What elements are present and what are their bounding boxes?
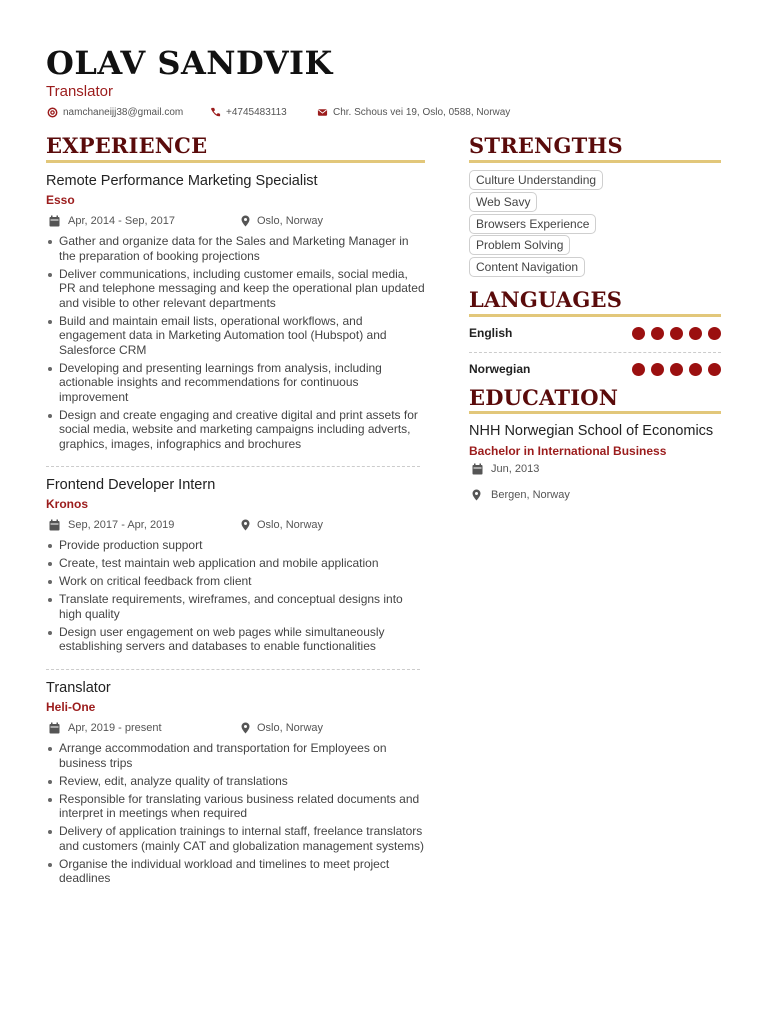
- contact-email[interactable]: [46, 106, 209, 118]
- job-meta: [46, 212, 426, 230]
- bullet-item: Design user engagement on web pages while simultaneously establishing servers and databases to enable functionalities: [46, 625, 426, 654]
- job-company: Kronos: [46, 497, 88, 511]
- job-title: Translator: [46, 680, 111, 696]
- job-dates: Apr, 2019 - present: [68, 722, 162, 734]
- job-title: Frontend Developer Intern: [46, 477, 216, 493]
- job-divider: [46, 466, 420, 467]
- language-row: [469, 362, 721, 376]
- bullet-item: Work on critical feedback from client: [46, 574, 426, 589]
- education-rule: [469, 411, 721, 414]
- education-location-row: [469, 489, 570, 501]
- strengths-rule: [469, 160, 721, 163]
- job-company: Heli-One: [46, 700, 96, 714]
- education-heading: EDUCATION: [469, 385, 619, 410]
- job-title: Remote Performance Marketing Specialist: [46, 173, 318, 189]
- address-text: Chr. Schous vei 19, Oslo, 0588, Norway: [333, 106, 511, 118]
- job-divider: [46, 669, 420, 670]
- language-level-dots: [626, 327, 721, 340]
- job-dates: Sep, 2017 - Apr, 2019: [68, 519, 175, 531]
- languages-heading: LANGUAGES: [469, 287, 623, 312]
- phone-text: +4745483113: [226, 106, 287, 118]
- job-meta: [46, 516, 426, 534]
- bullet-item: Organise the individual workload and timelines to meet project deadlines: [46, 857, 426, 886]
- location-pin-icon: [241, 215, 251, 227]
- calendar-icon: [49, 519, 61, 531]
- job-dates: Apr, 2014 - Sep, 2017: [68, 215, 176, 227]
- envelope-icon: [316, 106, 328, 118]
- language-level-dots: [626, 363, 721, 376]
- job-bullets: [46, 741, 426, 886]
- contact-address: [316, 106, 510, 118]
- phone-icon: [209, 106, 221, 118]
- strength-tag: Browsers Experience: [469, 214, 596, 234]
- email-text: namchaneijj38@gmail.com: [63, 106, 184, 118]
- level-dot: [670, 363, 683, 376]
- bullet-item: Delivery of application trainings to internal staff, freelance translators and customers (mainly CAT and globalization management systems): [46, 824, 426, 853]
- bullet-item: Review, edit, analyze quality of translations: [46, 774, 426, 789]
- strength-tag: Content Navigation: [469, 257, 585, 277]
- bullet-item: Create, test maintain web application and mobile application: [46, 556, 426, 571]
- bullet-item: Responsible for translating various business related documents and interpret in meetings when required: [46, 792, 426, 821]
- education-school: NHH Norwegian School of Economics: [469, 423, 714, 439]
- level-dot: [651, 327, 664, 340]
- contact-bar: [46, 106, 510, 118]
- contact-phone[interactable]: [209, 106, 316, 118]
- bullet-item: Arrange accommodation and transportation for Employees on business trips: [46, 741, 426, 770]
- level-dot: [689, 327, 702, 340]
- job-meta: [46, 719, 426, 737]
- level-dot: [689, 363, 702, 376]
- candidate-name: OLAV SANDVIK: [46, 44, 333, 82]
- languages-rule: [469, 314, 721, 317]
- location-pin-icon: [241, 722, 251, 734]
- job-entry: [46, 680, 426, 889]
- level-dot: [708, 327, 721, 340]
- job-bullets: [46, 234, 426, 451]
- language-name: Norwegian: [469, 362, 531, 376]
- job-location: Oslo, Norway: [257, 519, 324, 531]
- experience-heading: EXPERIENCE: [46, 133, 208, 158]
- level-dot: [632, 363, 645, 376]
- strength-tag: Culture Understanding: [469, 170, 603, 190]
- language-divider: [469, 352, 721, 353]
- bullet-item: Translate requirements, wireframes, and conceptual designs into high quality: [46, 592, 426, 621]
- bullet-item: Deliver communications, including customer emails, social media, PR and telephone messaging and keep the operational plan updated and visible to other relevant departments: [46, 267, 426, 311]
- location-pin-icon: [472, 489, 484, 501]
- language-name: English: [469, 326, 513, 340]
- level-dot: [670, 327, 683, 340]
- strength-tag: Problem Solving: [469, 235, 570, 255]
- strengths-tags: [469, 170, 721, 279]
- location-pin-icon: [241, 519, 251, 531]
- level-dot: [632, 327, 645, 340]
- job-entry: [46, 477, 426, 657]
- education-date: Jun, 2013: [491, 463, 540, 475]
- bullet-item: Design and create engaging and creative digital and print assets for social media, website and marketing campaigns including adverts, graphics, images, infographics and brochures: [46, 408, 426, 452]
- strength-tag: Web Savy: [469, 192, 537, 212]
- education-location: Bergen, Norway: [491, 489, 570, 501]
- job-company: Esso: [46, 193, 75, 207]
- candidate-role: Translator: [46, 83, 113, 100]
- bullet-item: Build and maintain email lists, operational workflows, and engagement data in Marketing Automation tool (Hubspot) and Salesforce CRM: [46, 314, 426, 358]
- job-location: Oslo, Norway: [257, 722, 324, 734]
- job-location: Oslo, Norway: [257, 215, 324, 227]
- bullet-item: Provide production support: [46, 538, 426, 553]
- calendar-icon: [49, 722, 61, 734]
- job-entry: [46, 173, 426, 455]
- strengths-heading: STRENGTHS: [469, 133, 623, 158]
- education-degree: Bachelor in International Business: [469, 444, 667, 458]
- level-dot: [708, 363, 721, 376]
- level-dot: [651, 363, 664, 376]
- calendar-icon: [49, 215, 61, 227]
- bullet-item: Gather and organize data for the Sales and Marketing Manager in the preparation of booking projections: [46, 234, 426, 263]
- language-row: [469, 326, 721, 340]
- experience-rule: [46, 160, 425, 163]
- bullet-item: Developing and presenting learnings from analysis, including actionable insights and recommendations for continuous improvement: [46, 361, 426, 405]
- job-bullets: [46, 538, 426, 654]
- education-date-row: [469, 463, 539, 475]
- calendar-icon: [472, 463, 484, 475]
- at-sign-icon: [46, 106, 58, 118]
